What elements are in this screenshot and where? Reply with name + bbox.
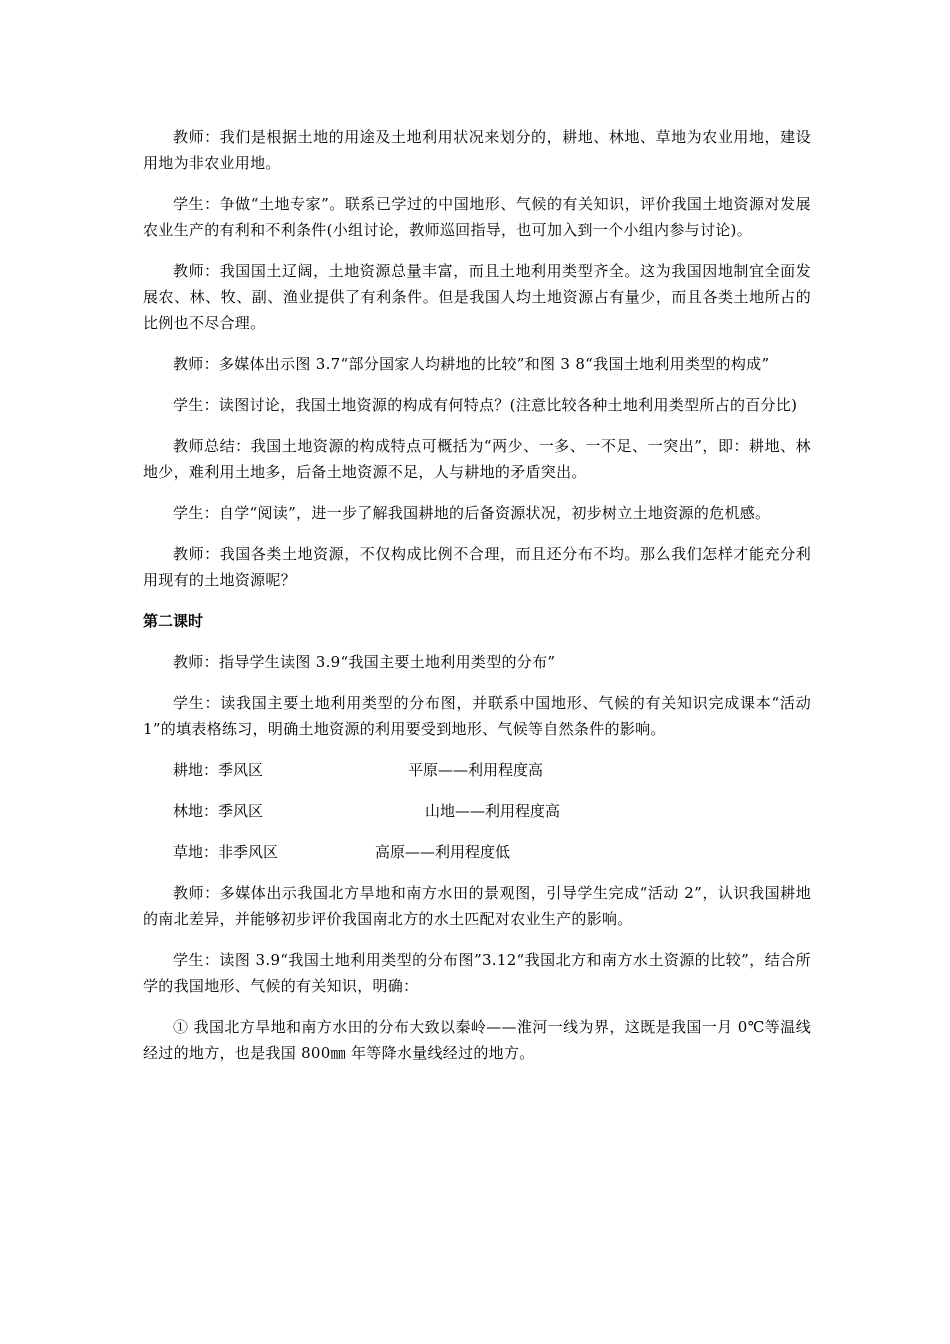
land-row-cropland xyxy=(143,757,811,783)
paragraph: 学生：自学“阅读”，进一步了解我国耕地的后备资源状况，初步树立土地资源的危机感。 xyxy=(173,504,771,522)
paragraph: 教师：我们是根据土地的用途及土地利用状况来划分的，耕地、林地、草地为农业用地，建设用地为非农业用地。 xyxy=(143,128,811,172)
paragraph: 教师：多媒体出示图 3.7“部分国家人均耕地的比较”和图 3 8“我国土地利用类型的构成” xyxy=(173,355,770,373)
paragraph: 教师：指导学生读图 3.9“我国主要土地利用类型的分布” xyxy=(173,653,556,671)
paragraph: ① 我国北方旱地和南方水田的分布大致以秦岭——淮河一线为界，这既是我国一月 0℃等温线经过的地方，也是我国 800㎜ 年等降水量线经过的地方。 xyxy=(143,1018,811,1062)
paragraph: 学生：争做“土地专家”。联系已学过的中国地形、气候的有关知识，评价我国土地资源对发展农业生产的有利和不利条件(小组讨论，教师巡回指导，也可加入到一个小组内参与讨论)。 xyxy=(143,195,811,239)
land-row-label: 耕地：季风区 xyxy=(173,761,264,779)
land-row-label: 草地：非季风区 xyxy=(173,843,279,861)
paragraph: 教师总结：我国土地资源的构成特点可概括为“两少、一多、一不足、一突出”，即：耕地、林地少，难利用土地多，后备土地资源不足，人与耕地的矛盾突出。 xyxy=(143,437,811,481)
land-row-detail: 山地——利用程度高 xyxy=(425,802,561,820)
paragraph: 教师：多媒体出示我国北方旱地和南方水田的景观图，引导学生完成“活动 2”，认识我国耕地的南北差异，并能够初步评价我国南北方的水土匹配对农业生产的影响。 xyxy=(143,884,811,928)
land-row-detail: 高原——利用程度低 xyxy=(375,843,511,861)
land-row-grassland xyxy=(143,839,811,865)
section-heading: 第二课时 xyxy=(143,612,204,630)
paragraph: 学生：读图讨论，我国土地资源的构成有何特点？(注意比较各种土地利用类型所占的百分比) xyxy=(173,396,798,414)
paragraph: 学生：读我国主要土地利用类型的分布图，并联系中国地形、气候的有关知识完成课本“活动 1”的填表格练习，明确土地资源的利用要受到地形、气候等自然条件的影响。 xyxy=(143,694,811,738)
land-row-forest xyxy=(143,798,811,824)
paragraph: 教师：我国各类土地资源，不仅构成比例不合理，而且还分布不均。那么我们怎样才能充分利用现有的土地资源呢？ xyxy=(143,545,811,589)
document-body xyxy=(143,124,811,1081)
paragraph: 教师：我国国土辽阔，土地资源总量丰富，而且土地利用类型齐全。这为我国因地制宜全面发展农、林、牧、副、渔业提供了有利条件。但是我国人均土地资源占有量少，而且各类土地所占的比例也不尽合理。 xyxy=(143,262,811,332)
land-row-detail: 平原——利用程度高 xyxy=(408,761,544,779)
paragraph: 学生：读图 3.9“我国土地利用类型的分布图”3.12“我国北方和南方水土资源的比较”，结合所学的我国地形、气候的有关知识，明确： xyxy=(143,951,811,995)
land-row-label: 林地：季风区 xyxy=(173,802,264,820)
